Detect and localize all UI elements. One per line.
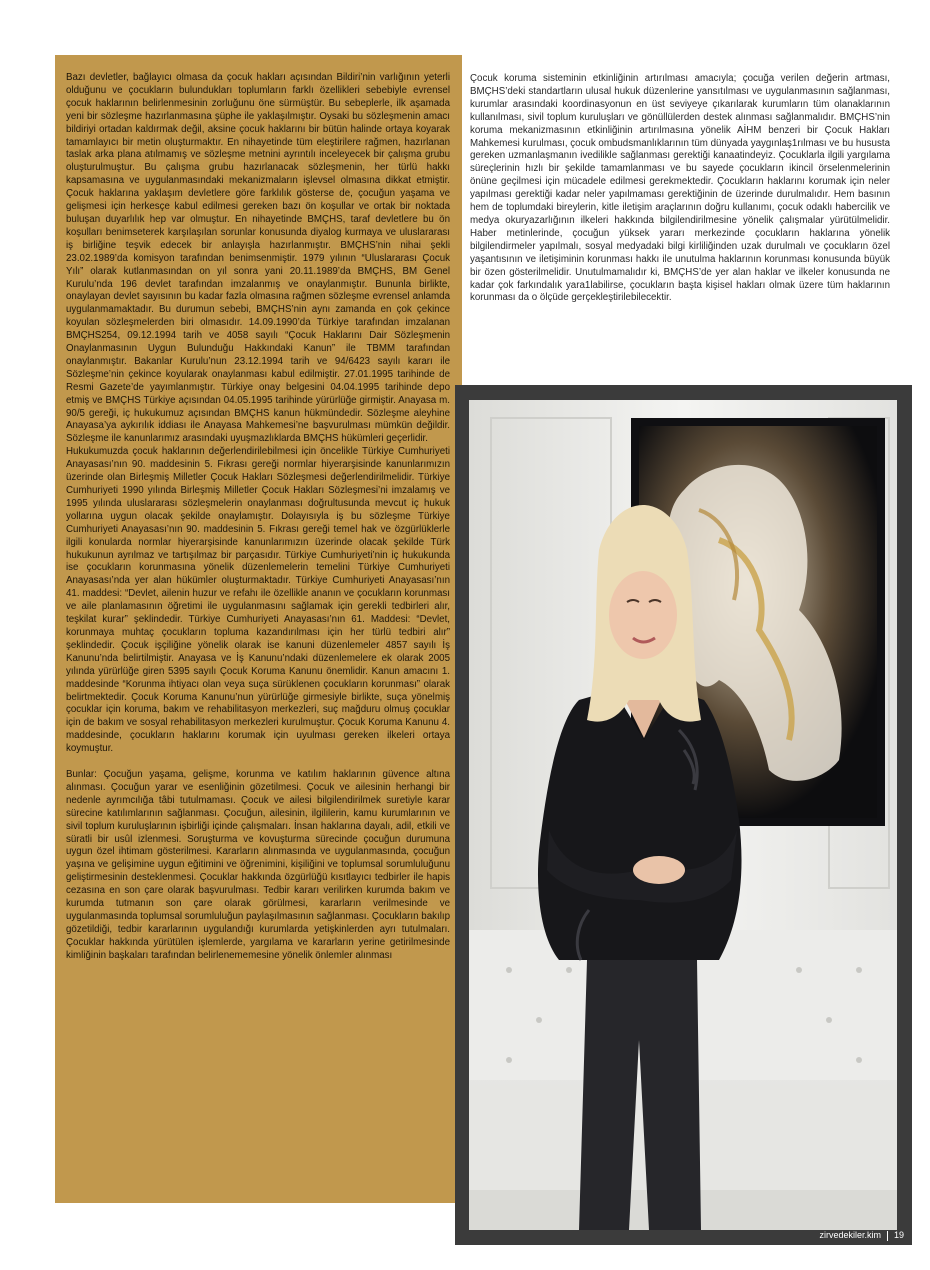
portrait-photo: [469, 400, 897, 1230]
right-text-column: [470, 73, 890, 385]
photo-frame: [455, 385, 912, 1245]
body-paragraph-3: Bunlar: Çocuğun yaşama, gelişme, korunma ve katılım haklarının güvence altına alınması. Çocuğun yarar ve esenliğinin gözetilmesi. Çocuk ve ailesinin herhangi bir nedenle ayrımcılığa tâbi tutulmaması. Çocuk ve ailesi bilgilendirilmek suretiyle karar sürecine katılımlarının sağlanması. Çocuğun, ailesinin, ilgililerin, kamu kurumlarının ve sivil toplum kuruluşlarının işbirliği içinde çalışmaları. İnsan haklarına dayalı, adil, etkili ve süratli bir usûl izlenmesi. Soruşturma ve kovuşturma sürecinde çocuğun durumuna uygun özel ihtimam gösterilmesi. Kararların alınmasında ve uygulanmasında, çocuğun yaşına ve gelişimine uygun eğitimini ve öğrenimini, kişiliğini ve toplumsal sorumluluğunu geliştirmesinin desteklenmesi. Çocuklar hakkında özgürlüğü kısıtlayıcı tedbirler ile hapis cezasına en son çare olarak başvurulması. Tedbir kararı verilirken kurumda bakım ve kurumda tutmanın son çare olarak görülmesi, kararların verilmesinde ve uygulanmasında toplumsal sorumluluğun paylaşılmasının sağlanması. Çocukların bakılıp gözetildiği, tedbir kararlarının uygulandığı kurumlarda yetişkinlerden ayrı tutulmaları. Çocuklar hakkında yürütülen işlemlerde, yargılama ve kararların yerine getirilmesinde kimliğinin başkaları tarafından belirlenememesine yönelik önlemler alınması: [66, 769, 450, 961]
site-name: zirvedekiler.kim: [819, 1230, 881, 1240]
left-text-column: [55, 55, 462, 1203]
footer-divider: [887, 1231, 888, 1241]
face: [609, 571, 677, 659]
portrait-illustration: [469, 400, 897, 1230]
page-number: 19: [893, 1230, 904, 1240]
right-paragraph: Çocuk koruma sisteminin etkinliğinin artırılması amacıyla; çocuğa verilen değerin artması, BMÇHS’deki standartların ulusal hukuk düzenlerine yansıtılması ve uygulanmasının sağlanması, kurumlar arasındaki koordinasyonun en üst seviyeye çıkarılarak kurumların tüm olanaklarının kullanılması, sivil toplum kuruluşları ve gönüllülerden destek alınması sağlanmalıdır. BMÇHS’nin koruma mekanizmasının etkinliğinin artırılmasına yönelik AİHM benzeri bir Çocuk Hakları Mahkemesi kurulması, çocuk ombudsmanlıklarının tüm dünyada yaygınlaş1rılması ve bu hususta gereken uzmanlaşmanın ivedilikle sağlanması gerektiği kanaatindeyiz. Çocuklarla ilgili yargılama süreçlerinin hızlı bir şekilde tamamlanması ve bu sayede çocukların ikincil örselenmelerinin önüne geçilmesi için mücadele edilmesi gerekmektedir. Çocukların haklarını korumak için neler yapılması gerektiği kadar neler yapılmaması gerektiğinin de üzerinde durulmalıdır. Hem basının hem de toplumdaki bireylerin, kitle iletişim araçlarının doğru kullanımı, çocuk odaklı habercilik ve medya okuryazarlığının ilkeleri hakkında bilgilendirilmesine yönelik çalışmalar yürütülmelidir. Haber metinlerinde, çocuğun yüksek yararı merkezinde çocukların haklarına yönelik bilgilendirmeler yapılmalı, sosyal medyadaki bilgi kirliliğinden uzak durulmalı ve çocukların özel yaşantısının ve iletişiminin korunması hakkı ile unutulma haklarının korunması konusunda büyük bir özen gösterilmelidir. Unutulmamalıdır ki, BMÇHS’de yer alan haklar ve ilkeler konusunda ne kadar çok farkındalık yara1labilirse, çocukların başta kişisel hakları olmak üzere tüm haklarının korunması da o ölçüde gerçekleştirilebilecektir.: [470, 73, 890, 304]
page-footer: [819, 1228, 904, 1242]
hands: [633, 856, 685, 884]
body-paragraph-1: Bazı devletler, bağlayıcı olmasa da çocuk hakları açısından Bildiri’nin varlığının yeterli olduğunu ve çocukların bulundukları toplumların farklı özellikleri sebebiyle evrensel çocuk haklarının belirlenmesinin zorluğunu öne sürmüştür. Bu sebeplerle, ilk aşamada yeni bir sözleşme hazırlanmasına şüphe ile yaklaşılmıştır. Oysaki bu sözleşmenin amacı bildiriyi ortadan kaldırmak değil, aksine çocuk haklarını bir bütün halinde ortaya koyarak tamamlayıcı bir metin oluşturmaktır. En nihayetinde tüm eleştirilere rağmen, hazırlanan taslak arka plana atılmamış ve sözleşme metnini ayrıntılı inceleyecek bir çalışma grubu oluşturulmuştur. Bu çalışma grubu hazırlanacak sözleşmenin, her türlü hakkı kapsamasına ve uygulanmasındaki mekanizmaların işlevsel olmasına dikkat etmiştir. Çocuk haklarına yaklaşım devletlere göre farklılık gösterse de, çocuğun yaşama ve gelişmesi için herkesçe kabul edilmesi gereken bazı ön koşullar ve ortak bir noktada buluşan duyarlılık hep var olmuştur. En nihayetinde BMÇHS, taraf devletlere bu ön koşulları benimseterek karşılaşılan sorunlar konusunda diyalog kurmaya ve uluslararası iş birliğine teşvik edecek bir anlayışla hazırlanmıştır. BMÇHS’nin nihai şekli 23.02.1989’da komisyon tarafından benimsenmiştir. 1979 yılının “Uluslararası Çocuk Yılı” olarak kutlanmasından on yıl sonra yani 20.11.1989’da BMÇHS, BM Genel Kurulu’nda 196 devlet tarafından imzalanmış ve onaylanmıştır. Bununla birlikte, onaylayan devlet sayısının bu kadar fazla olmasına rağmen sözleşme evrensel anlamda uygulanmamaktadır. Bu durumun sebebi, BMÇHS’nin aynı zamanda en çok çekince koyulan sözleşmelerden biri olmasıdır. 14.09.1990’da Türkiye tarafından imzalanan BMÇHS254, 09.12.1994 tarih ve 4058 sayılı “Çocuk Haklarını Dair Sözleşmenin Onaylanmasının Uygun Bulunduğu Hakkındaki Kanun” ile TBMM tarafından onaylanmıştır. Bakanlar Kurulu’nun 23.12.1994 tarih ve 94/6423 sayılı kararı ile Sözleşme’nin çekince koyularak onaylanması kabul edilmiştir. 27.01.1995 tarihinde de Resmi Gazete’de yayımlanmıştır. Türkiye onay belgesini 04.04.1995 tarihinde depo etmiş ve BMÇHS Türkiye açısından 04.05.1995 tarihinde yürürlüğe girmiştir. Anayasa m. 90/5 gereği, iç hukukumuz açısından BMÇHS kanun hükmündedir. Sözleşme aleyhine Anayasa’ya aykırılık iddiası ile Anayasa Mahkemesi’ne başvurulması mümkün değildir. Sözleşme ile kanunlarımız arasındaki uyuşmazlıklarda BMÇHS hükümleri geçerlidir.: [66, 72, 450, 445]
body-paragraph-2: Hukukumuzda çocuk haklarının değerlendirilebilmesi için öncelikle Türkiye Cumhuriyeti Anayasası’nın 90. maddesinin 5. Fıkrası gereği normlar hiyerarşisinde kanunlarımızın üzerinde olan Birleşmiş Milletler Çocuk Hakları Sözleşmesi değerlendirilmelidir. Türkiye Cumhuriyeti 1990 yılında Birleşmiş Milletler Çocuk Hakları Sözleşmesi’ni imzalamış ve 1995 yılında uluslararası sözleşmelerin onaylanması doğrultusunda mevcut iç hukuk yollarına uygun olacak şekilde onaylamıştır. Dolayısıyla iş bu sözleşme Türkiye Cumhuriyeti Anayasası’nın 90. maddesinin 5. Fıkrası gereği temel hak ve özgürlüklerle ilgili konularda normlar hiyerarşisinde kanunlarımızın üzerinde olacak şekilde Türk hukukunun ayrılmaz ve tartışılmaz bir parçasıdır. Türkiye Cumhuriyeti’nin iç hukukunda ise çocukların korunmasına yönelik düzenlemelerin temelini Türkiye Cumhuriyeti Anayasası’nda yer alan hükümler oluşturmaktadır. Türkiye Cumhuriyeti Anayasası’nın 41. maddesi: “Devlet, ailenin huzur ve refahı ile özellikle ananın ve çocukların korunması ve aile planlamasının öğretimi ile uygulanmasını sağlamak için gerekli tedbirleri alır, teşkilat kurar” şeklindedir. Türkiye Cumhuriyeti Anayasası’nın 61. Maddesi: “Devlet, korunmaya muhtaç çocukların topluma kazandırılması için her türlü tedbiri alır” şeklindedir. Çocuk işçiliğine yönelik olarak ise kanuni düzenlemeler 4857 sayılı İş Kanunu’nda belirtilmiştir. Anayasa ve İş Kanunu’ndaki düzenlemelere ek olarak 2005 yılında yürürlüğe giren 5395 sayılı Çocuk Koruma Kanunu önemlidir. Kanun amacını 1. maddesinde “Korunma ihtiyacı olan veya suça sürüklenen çocukların korunması” olarak belirtmektedir. Çocuk Koruma Kanunu’nun yürürlüğe girmesiyle birlikte, suça yönelmiş çocuklar için koruma, bakım ve rehabilitasyon merkezleri, suç mağduru olmuş çocuklar için de bakım ve sosyal rehabilitasyon merkezleri kurulmuştur. Çocuk Koruma Kanunu 4. maddesinde, çocukların haklarını korumak için uyulması gereken ilkeleri ortaya koymuştur.: [66, 446, 450, 755]
